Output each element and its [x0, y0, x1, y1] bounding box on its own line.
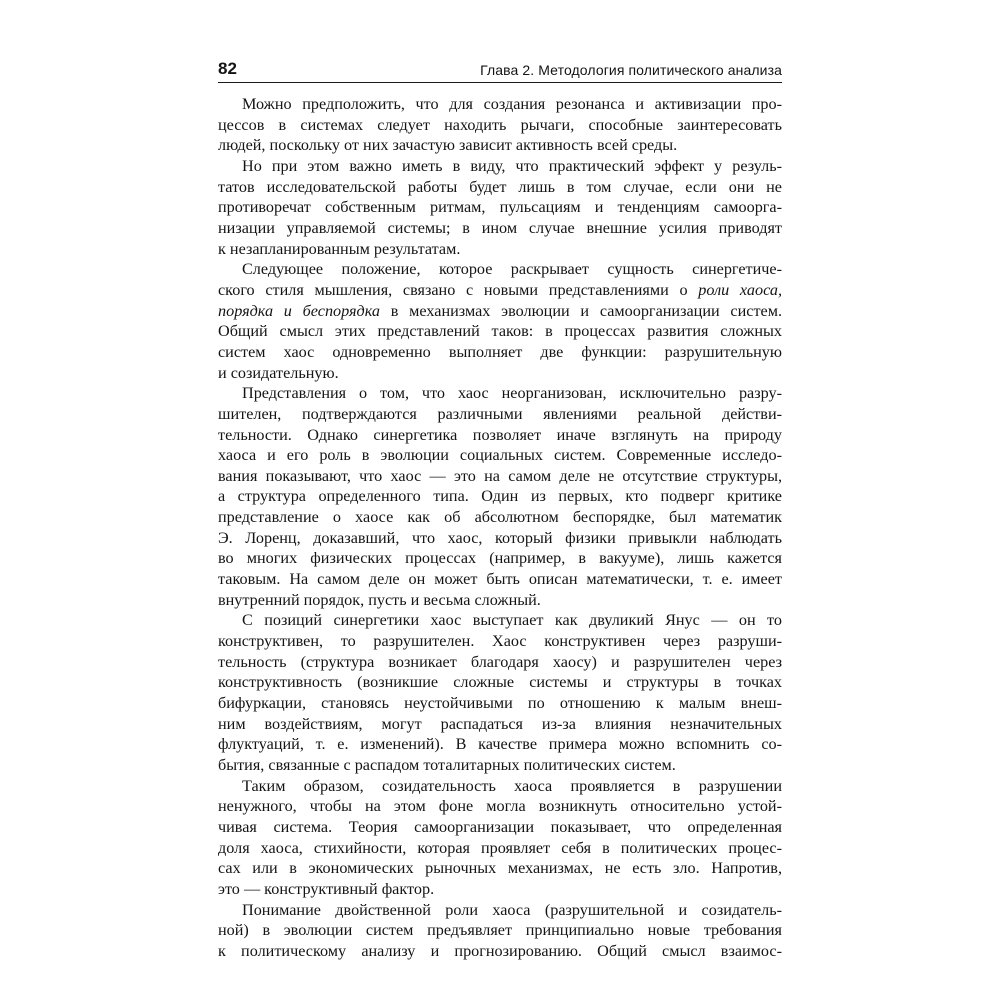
chapter-title: Глава 2. Методология политического анализа: [480, 62, 782, 78]
text-line: таковым. На самом деле он может быть описан математически, т. е. имеет: [218, 570, 782, 589]
text-line: С позиций синергетики хаос выступает как двуликий Янус — он то: [242, 611, 782, 630]
text-line: а структура определенного типа. Один из первых, кто подверг критике: [218, 487, 782, 506]
text-line: к политическому анализу и прогнозированию. Общий смысл взаимос-: [218, 941, 782, 960]
text-line: [218, 301, 782, 322]
text-line: хаоса и его роль в эволюции социальных систем. Современные исследо-: [218, 446, 782, 465]
text-line: сах или в экономических рыночных механизмах, не есть зло. Напротив,: [218, 859, 782, 878]
text-line: представление о хаосе как об абсолютном беспорядке, был математик: [218, 508, 782, 527]
text-line: шителен, подтверждаются различными явлениями реальной действи-: [218, 404, 782, 423]
text-line: ненужного, чтобы на этом фоне могла возникнуть относительно устой-: [218, 797, 782, 816]
text-line: конструктивен, то разрушителен. Хаос конструктивен через разруши-: [218, 632, 782, 651]
text-line: внутренний порядок, пусть и весьма сложный.: [218, 590, 541, 609]
text-line: тельность (структура возникает благодаря хаосу) и разрушителен через: [218, 652, 782, 671]
body-text: [218, 94, 782, 962]
paragraph: [218, 383, 782, 610]
text-line: ной) в эволюции систем предъявляет принципиально новые требования: [218, 921, 782, 940]
paragraph: [218, 610, 782, 775]
text-line: Можно предположить, что для создания резонанса и активизации про-: [242, 95, 782, 113]
paragraph: [218, 156, 782, 259]
text-line: доля хаоса, стихийности, которая проявляет себя в политических процес-: [218, 838, 782, 857]
text-line: конструктивность (возникшие сложные системы и структуры в точках: [218, 673, 782, 692]
text-line: чивая система. Теория самоорганизации показывает, что определенная: [218, 817, 782, 836]
text-line: Э. Лоренц, доказавший, что хаос, который физики привыкли наблюдать: [218, 528, 782, 547]
text-line: флуктуаций, т. е. изменений). В качестве примера можно вспомнить со-: [218, 735, 782, 754]
text-line: Общий смысл этих представлений таков: в процессах развития сложных: [218, 322, 782, 341]
text-line: противоречат собственным ритмам, пульсациям и тенденциям самоорга-: [218, 198, 782, 217]
text-line: Следующее положение, которое раскрывает сущность синергетиче-: [242, 260, 782, 279]
text-line: бытия, связанные с распадом тоталитарных политических систем.: [218, 756, 676, 774]
text-line: вания показывают, что хаос — это на самом деле не отсутствие структуры,: [218, 466, 782, 485]
page-number: 82: [218, 59, 237, 78]
text-line: тельности. Однако синергетика позволяет иначе взглянуть на природу: [218, 425, 782, 444]
paragraph: [218, 259, 782, 383]
text-line: во многих физических процессах (например, в вакууме), лишь кажется: [218, 549, 782, 568]
text-line: низации управляемой системы; в ином случае внешние усилия приводят: [218, 218, 782, 237]
paragraph: [218, 776, 782, 900]
text-line: татов исследовательской работы будет лишь в том случае, если они не: [218, 177, 782, 196]
text-run: ского стиля мышления, связано с новыми представлениями о: [218, 280, 699, 299]
text-run: в механизмах эволюции и самоорганизации систем.: [380, 301, 782, 320]
paragraph: [218, 94, 782, 156]
text-line: Таким образом, созидательность хаоса проявляется в разрушении: [242, 776, 782, 795]
text-line: ним воздействиям, могут распадаться из-за влияния незначительных: [218, 714, 782, 733]
text-line: Понимание двойственной роли хаоса (разрушительной и созидатель-: [242, 900, 782, 919]
text-line: к незапланированным результатам.: [218, 239, 461, 258]
paragraph: [218, 900, 782, 962]
text-line: [218, 280, 782, 301]
running-header: [218, 58, 782, 83]
text-line: цессов в системах следует находить рычаги, способные заинтересовать: [218, 115, 782, 134]
text-line: это — конструктивный фактор.: [218, 879, 435, 898]
text-line: людей, поскольку от них зачастую зависит активность всей среды.: [218, 136, 678, 155]
italic-term: порядка и беспорядка: [218, 301, 381, 320]
text-line: и созидательную.: [218, 363, 339, 382]
text-line: бифуркации, становясь неустойчивыми по отношению к малым внеш-: [218, 694, 782, 713]
text-line: Представления о том, что хаос неорганизован, исключительно разру-: [242, 384, 782, 403]
text-line: Но при этом важно иметь в виду, что практический эффект у резуль-: [242, 156, 782, 175]
italic-term: роли хаоса,: [698, 280, 782, 299]
text-line: систем хаос одновременно выполняет две функции: разрушительную: [218, 342, 782, 361]
